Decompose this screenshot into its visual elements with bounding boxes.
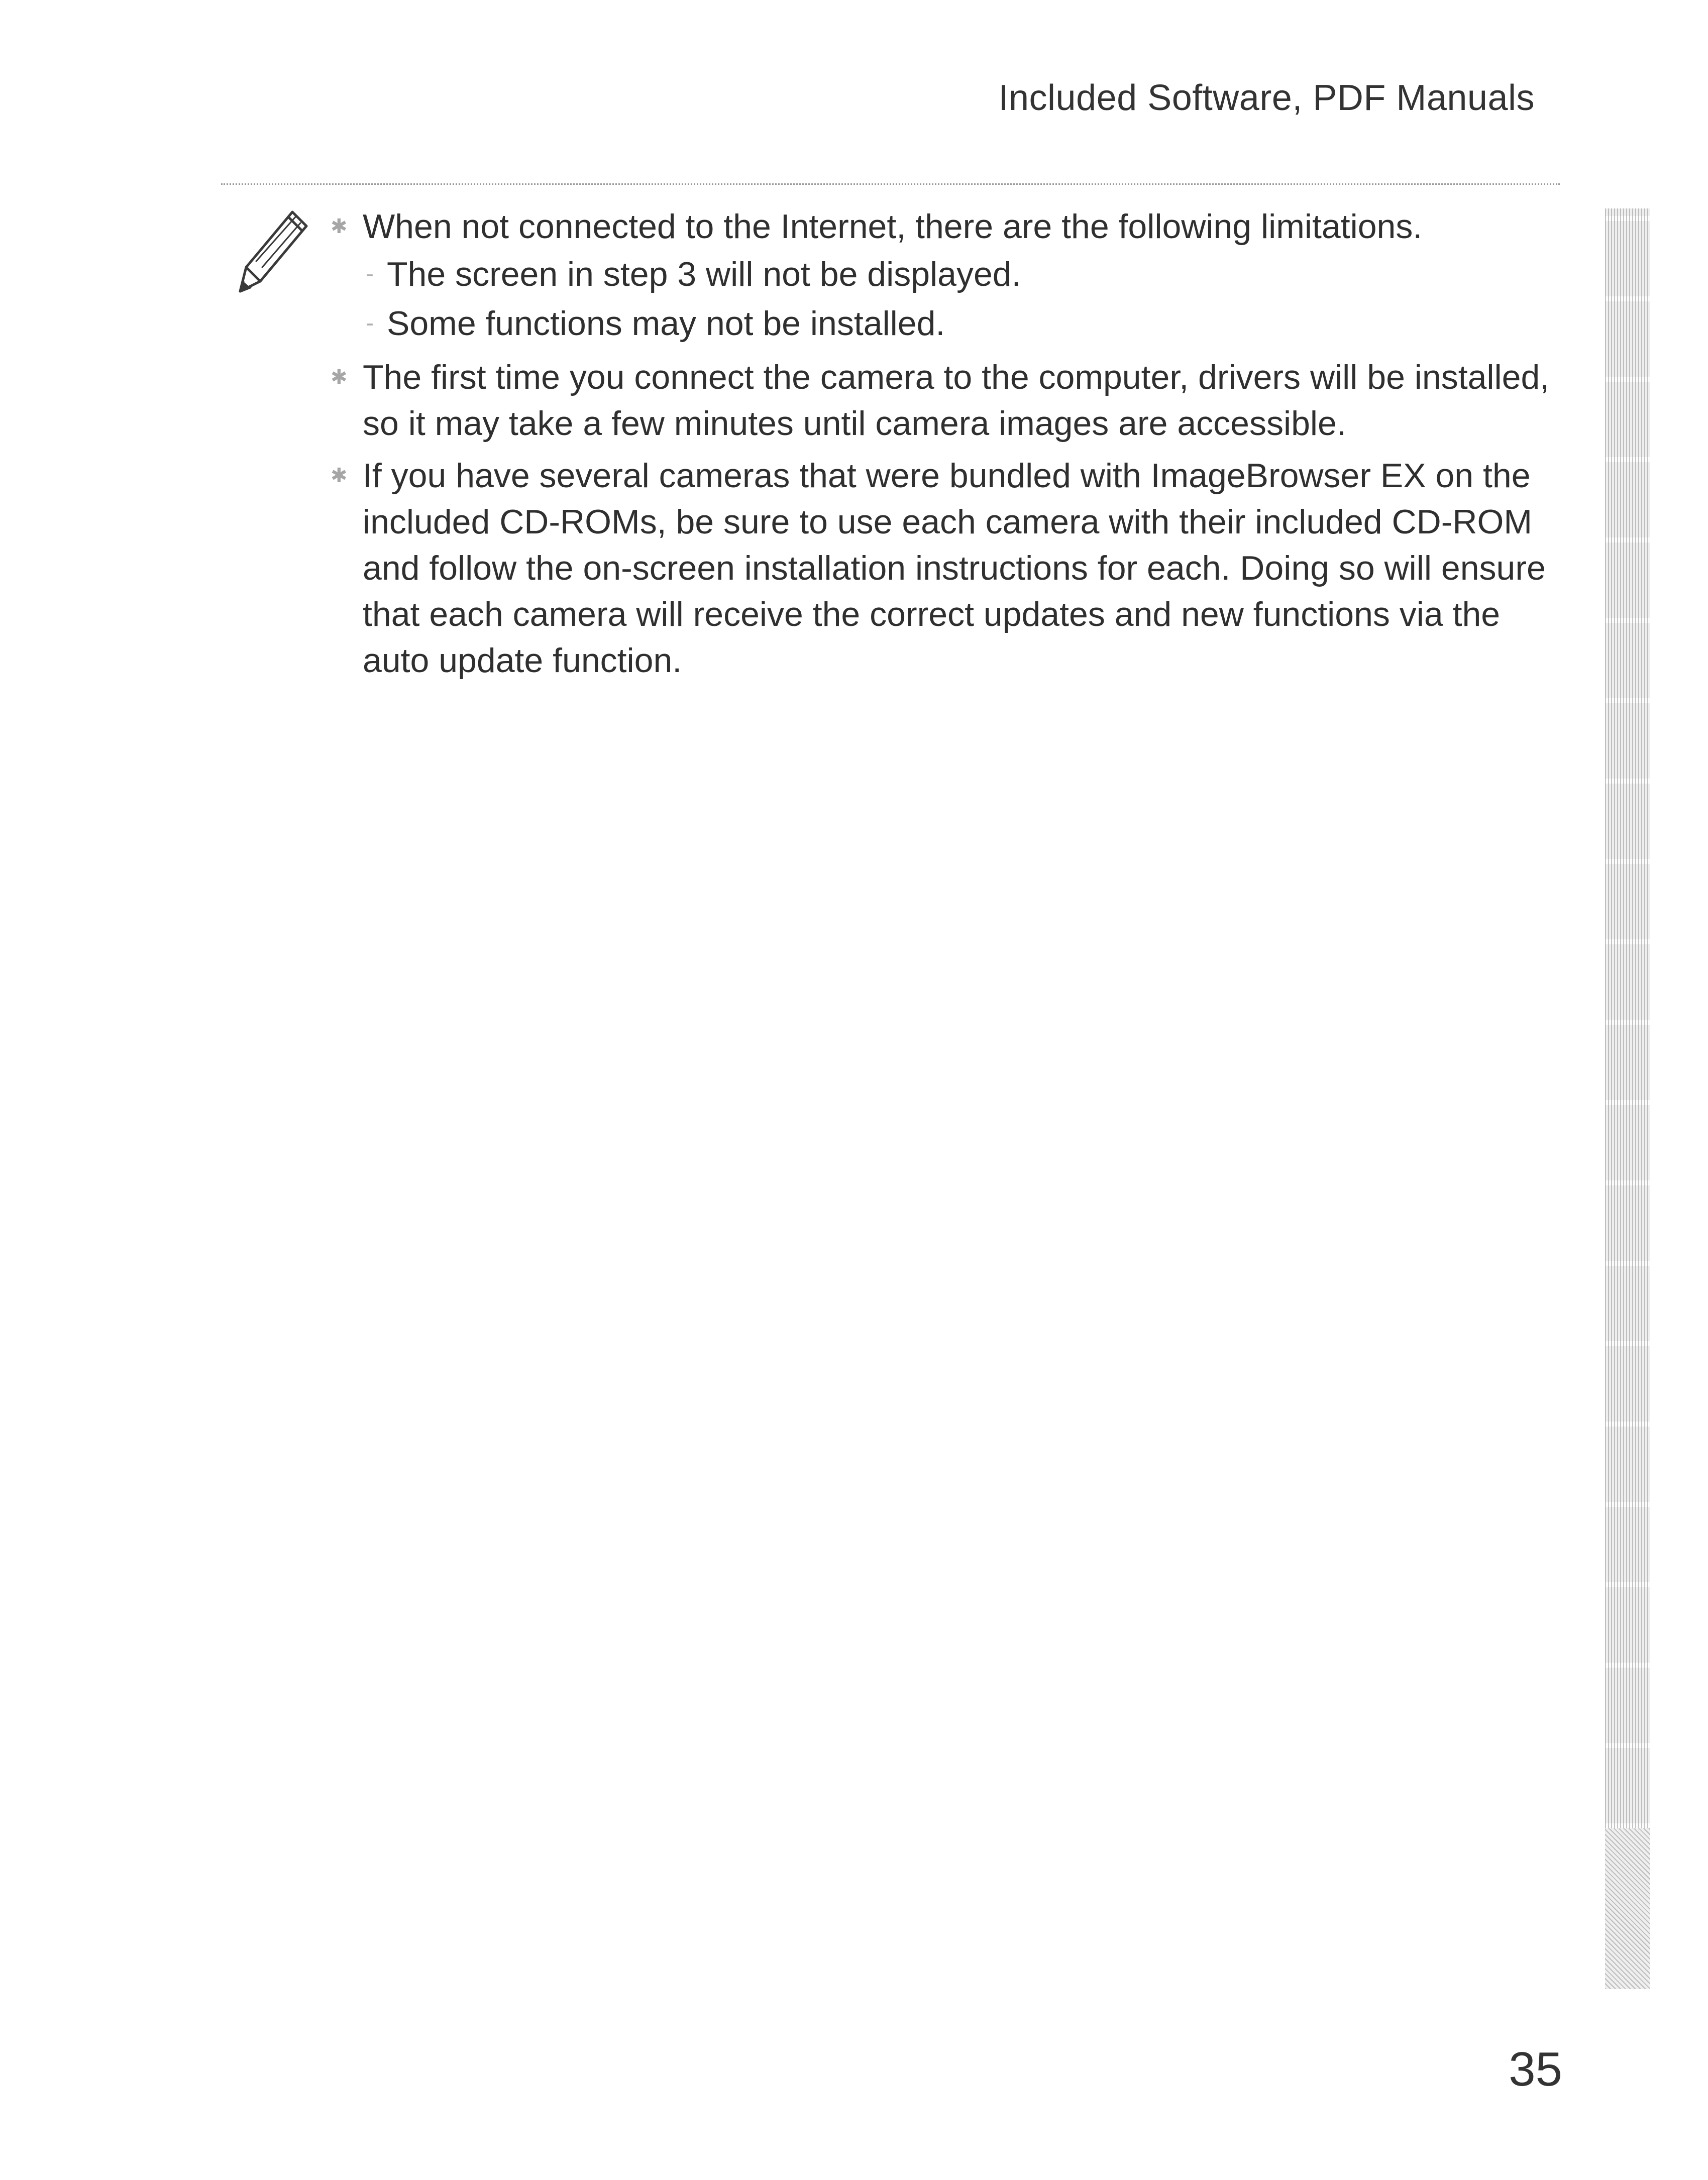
page-header-title: Included Software, PDF Manuals (998, 78, 1535, 118)
note-text: When not connected to the Internet, there are the following limitations. (363, 207, 1423, 246)
sub-item-text: Some functions may not be installed. (387, 304, 945, 343)
note-item-drivers (327, 354, 1552, 447)
dotted-divider (221, 183, 1560, 185)
bullet-icon: ✱ (331, 215, 348, 238)
note-text: If you have several cameras that were bundled with ImageBrowser EX on the included CD-ROMs, be sure to use each camera with their included CD-ROM and follow the on-screen installation instructions for each. Doing so will ensure that each camera will receive the correct updates and new functions via the auto update function. (363, 457, 1546, 680)
sub-item-text: The screen in step 3 will not be displayed. (387, 255, 1021, 293)
decorative-side-strip-bottom (1605, 1828, 1650, 1989)
sub-item (363, 299, 1552, 348)
notes-list (327, 203, 1552, 690)
note-item-internet (327, 203, 1552, 348)
sub-item (363, 250, 1552, 299)
bullet-icon: ✱ (331, 465, 348, 487)
note-item-several-cameras (327, 453, 1552, 684)
pencil-icon (236, 206, 311, 296)
dash-icon: - (366, 261, 374, 287)
bullet-icon: ✱ (331, 366, 348, 388)
decorative-side-strip (1605, 208, 1650, 1989)
page-number: 35 (1509, 2042, 1562, 2096)
note-text: The first time you connect the camera to the computer, drivers will be installed, so it may take a few minutes until camera images are accessible. (363, 358, 1550, 443)
dash-icon: - (366, 310, 374, 337)
